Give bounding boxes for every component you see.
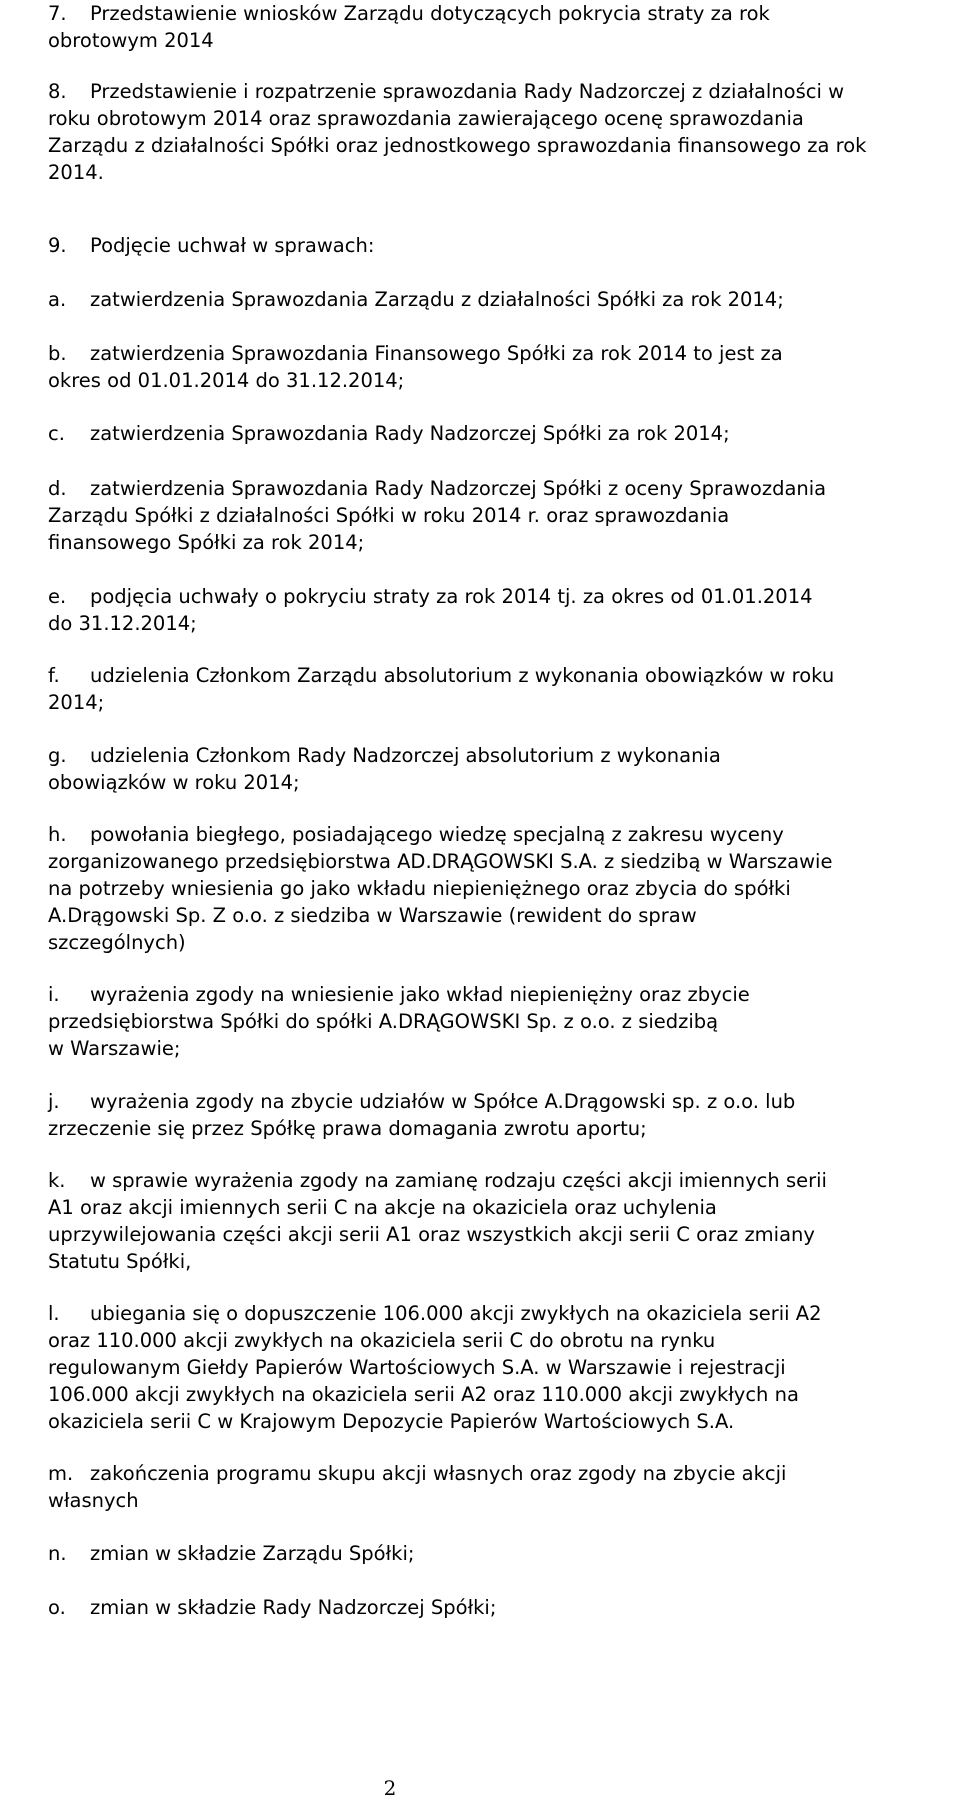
agenda-item-8 bbox=[48, 78, 958, 186]
item-text-continued: A.Drągowski Sp. Z o.o. z siedziba w Warszawie (rewident do spraw bbox=[48, 904, 697, 927]
item-number: 9. bbox=[48, 234, 67, 257]
item-letter: e. bbox=[48, 585, 67, 608]
item-letter: f. bbox=[48, 664, 60, 687]
item-text-continued: zorganizowanego przedsiębiorstwa AD.DRĄGOWSKI S.A. z siedzibą w Warszawie bbox=[48, 850, 833, 873]
item-letter: n. bbox=[48, 1542, 67, 1565]
item-text-continued: regulowanym Giełdy Papierów Wartościowych S.A. w Warszawie i rejestracji bbox=[48, 1356, 786, 1379]
item-letter: m. bbox=[48, 1462, 74, 1485]
item-letter: o. bbox=[48, 1596, 66, 1619]
agenda-item-7 bbox=[48, 0, 958, 54]
item-letter: g. bbox=[48, 744, 67, 767]
item-text-continued: w Warszawie; bbox=[48, 1037, 181, 1060]
item-number: 8. bbox=[48, 80, 67, 103]
item-text-continued: oraz 110.000 akcji zwykłych na okaziciela serii C do obrotu na rynku bbox=[48, 1329, 716, 1352]
item-text-continued: 2014. bbox=[48, 161, 104, 184]
item-text-continued: finansowego Spółki za rok 2014; bbox=[48, 531, 365, 554]
item-text-continued: do 31.12.2014; bbox=[48, 612, 197, 635]
item-text: w sprawie wyrażenia zgody na zamianę rodzaju części akcji imiennych serii bbox=[90, 1169, 827, 1192]
resolution-item-f bbox=[48, 662, 958, 716]
item-text-continued: przedsiębiorstwa Spółki do spółki A.DRĄGOWSKI Sp. z o.o. z siedzibą bbox=[48, 1010, 719, 1033]
resolution-item-e bbox=[48, 583, 958, 637]
item-text-continued: A1 oraz akcji imiennych serii C na akcje na okaziciela oraz uchylenia bbox=[48, 1196, 717, 1219]
item-text: zatwierdzenia Sprawozdania Rady Nadzorczej Spółki z oceny Sprawozdania bbox=[90, 477, 827, 500]
item-letter: i. bbox=[48, 983, 60, 1006]
item-text-continued: własnych bbox=[48, 1489, 139, 1512]
item-text: wyrażenia zgody na zbycie udziałów w Spółce A.Drągowski sp. z o.o. lub bbox=[90, 1090, 796, 1113]
item-text: udzielenia Członkom Zarządu absolutorium z wykonania obowiązków w roku bbox=[90, 664, 835, 687]
item-text: zatwierdzenia Sprawozdania Rady Nadzorczej Spółki za rok 2014; bbox=[90, 422, 730, 445]
item-text: powołania biegłego, posiadającego wiedzę specjalną z zakresu wyceny bbox=[90, 823, 784, 846]
item-text-continued: szczególnych) bbox=[48, 931, 186, 954]
resolution-item-h bbox=[48, 821, 958, 956]
item-text-continued: Statutu Spółki, bbox=[48, 1250, 192, 1273]
item-text: zakończenia programu skupu akcji własnych oraz zgody na zbycie akcji bbox=[90, 1462, 787, 1485]
resolution-item-g bbox=[48, 742, 958, 796]
item-text-continued: uprzywilejowania części akcji serii A1 oraz wszystkich akcji serii C oraz zmiany bbox=[48, 1223, 815, 1246]
item-letter: a. bbox=[48, 288, 67, 311]
resolution-item-o bbox=[48, 1594, 958, 1621]
resolution-item-j bbox=[48, 1088, 958, 1142]
item-letter: k. bbox=[48, 1169, 66, 1192]
item-letter: b. bbox=[48, 342, 67, 365]
item-text-continued: 2014; bbox=[48, 691, 105, 714]
resolution-item-n bbox=[48, 1540, 958, 1567]
item-letter: j. bbox=[48, 1090, 60, 1113]
item-text-continued: na potrzeby wniesienia go jako wkładu niepieniężnego oraz zbycia do spółki bbox=[48, 877, 791, 900]
item-text-continued: roku obrotowym 2014 oraz sprawozdania zawierającego ocenę sprawozdania bbox=[48, 107, 804, 130]
item-text: Podjęcie uchwał w sprawach: bbox=[90, 234, 375, 257]
item-text: ubiegania się o dopuszczenie 106.000 akcji zwykłych na okaziciela serii A2 bbox=[90, 1302, 822, 1325]
item-text-continued: zrzeczenie się przez Spółkę prawa domagania zwrotu aportu; bbox=[48, 1117, 647, 1140]
resolution-item-d bbox=[48, 475, 958, 556]
resolution-item-c bbox=[48, 420, 958, 447]
resolution-item-b bbox=[48, 340, 958, 394]
item-text-continued: Zarządu z działalności Spółki oraz jednostkowego sprawozdania finansowego za rok bbox=[48, 134, 867, 157]
item-letter: d. bbox=[48, 477, 67, 500]
resolution-item-k bbox=[48, 1167, 958, 1275]
item-text: zmian w składzie Zarządu Spółki; bbox=[90, 1542, 415, 1565]
item-text: zatwierdzenia Sprawozdania Zarządu z działalności Spółki za rok 2014; bbox=[90, 288, 784, 311]
item-text-continued: okres od 01.01.2014 do 31.12.2014; bbox=[48, 369, 405, 392]
item-text-continued: 106.000 akcji zwykłych na okaziciela serii A2 oraz 110.000 akcji zwykłych na bbox=[48, 1383, 799, 1406]
item-number: 7. bbox=[48, 2, 67, 25]
item-text: Przedstawienie i rozpatrzenie sprawozdania Rady Nadzorczej z działalności w bbox=[90, 80, 845, 103]
item-letter: l. bbox=[48, 1302, 60, 1325]
item-text: zmian w składzie Rady Nadzorczej Spółki; bbox=[90, 1596, 497, 1619]
item-letter: c. bbox=[48, 422, 65, 445]
item-text: podjęcia uchwały o pokryciu straty za rok 2014 tj. za okres od 01.01.2014 bbox=[90, 585, 813, 608]
agenda-item-9 bbox=[48, 232, 958, 259]
item-text-continued: okaziciela serii C w Krajowym Depozycie Papierów Wartościowych S.A. bbox=[48, 1410, 735, 1433]
resolution-item-m bbox=[48, 1460, 958, 1514]
item-text: wyrażenia zgody na wniesienie jako wkład niepieniężny oraz zbycie bbox=[90, 983, 750, 1006]
item-text: zatwierdzenia Sprawozdania Finansowego Spółki za rok 2014 to jest za bbox=[90, 342, 783, 365]
resolution-item-i bbox=[48, 981, 958, 1062]
page-number: 2 bbox=[383, 1776, 397, 1800]
resolution-item-a bbox=[48, 286, 958, 313]
item-text-continued: obrotowym 2014 bbox=[48, 29, 214, 52]
item-text-continued: obowiązków w roku 2014; bbox=[48, 771, 300, 794]
item-text: udzielenia Członkom Rady Nadzorczej absolutorium z wykonania bbox=[90, 744, 721, 767]
item-text-continued: Zarządu Spółki z działalności Spółki w roku 2014 r. oraz sprawozdania bbox=[48, 504, 730, 527]
resolution-item-l bbox=[48, 1300, 958, 1435]
item-letter: h. bbox=[48, 823, 67, 846]
item-text: Przedstawienie wniosków Zarządu dotyczących pokrycia straty za rok bbox=[90, 2, 770, 25]
